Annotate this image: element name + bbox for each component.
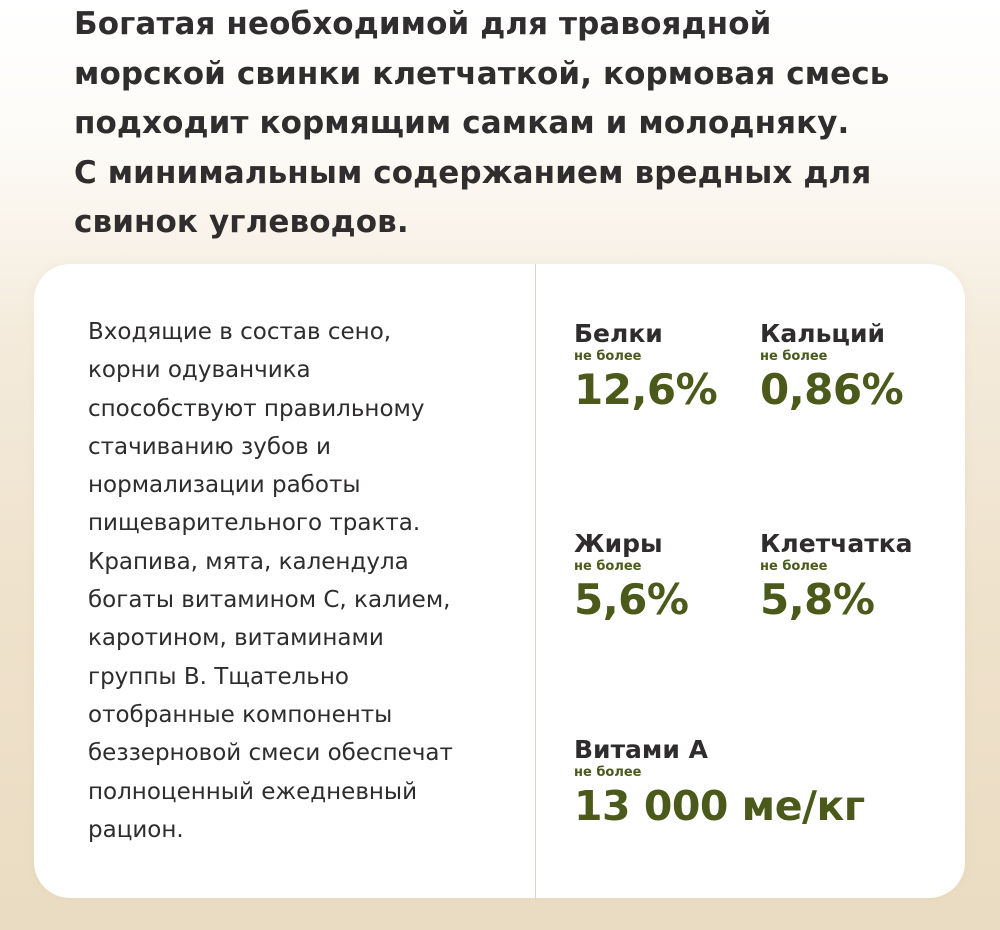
- headline-line: Богатая необходимой для травоядной: [74, 6, 772, 42]
- stat-fiber: [760, 529, 913, 625]
- stat-label: Клетчатка: [760, 529, 913, 558]
- headline-line: подходит кормящим самкам и молодняку.: [74, 105, 850, 141]
- description-line: богаты витамином С, калием,: [88, 587, 451, 614]
- description-line: группы В. Тщательно: [88, 663, 349, 690]
- stat-qualifier: не более: [574, 349, 642, 364]
- stat-fat: [574, 529, 688, 625]
- stat-calcium: [760, 319, 903, 415]
- description-line: корни одуванчика: [88, 357, 311, 384]
- stat-value: 13 000 ме/кг: [574, 782, 865, 830]
- headline-line: С минимальным содержанием вредных для: [74, 154, 872, 191]
- description-line: способствуют правильному: [88, 395, 425, 422]
- stat-label: Жиры: [574, 529, 663, 558]
- stat-label: Кальций: [760, 319, 885, 348]
- stat-value: 5,6%: [574, 575, 689, 624]
- stat-qualifier: не более: [760, 559, 828, 574]
- headline-line: свинок углеводов.: [74, 204, 409, 240]
- stat-label: Витами А: [574, 735, 708, 764]
- stat-label: Белки: [574, 319, 663, 348]
- description-line: рацион.: [88, 816, 184, 843]
- card-divider: [535, 264, 536, 898]
- description-line: беззерновой смеси обеспечат: [88, 740, 453, 767]
- description-text: [88, 313, 528, 849]
- stat-qualifier: не более: [574, 559, 642, 574]
- description-line: Крапива, мята, календула: [88, 548, 409, 575]
- stat-protein: [574, 319, 717, 415]
- description-line: отобранные компоненты: [88, 701, 393, 728]
- stat-qualifier: не более: [574, 765, 642, 780]
- stat-value: 0,86%: [760, 365, 904, 414]
- stat-qualifier: не более: [760, 349, 828, 364]
- description-line: нормализации работы: [88, 472, 361, 499]
- stat-vitamin-a: [574, 735, 865, 831]
- description-line: Входящие в состав сено,: [88, 319, 392, 345]
- description-line: каротином, витаминами: [88, 625, 384, 652]
- description-line: полноценный ежедневный: [88, 778, 418, 805]
- description-line: пищеварительного тракта.: [88, 510, 421, 537]
- headline-line: морской свинки клетчаткой, кормовая смесь: [74, 55, 890, 92]
- stat-value: 5,8%: [760, 575, 875, 624]
- description-line: стачиванию зубов и: [88, 433, 331, 460]
- headline: [74, 0, 974, 248]
- stat-value: 12,6%: [574, 365, 718, 414]
